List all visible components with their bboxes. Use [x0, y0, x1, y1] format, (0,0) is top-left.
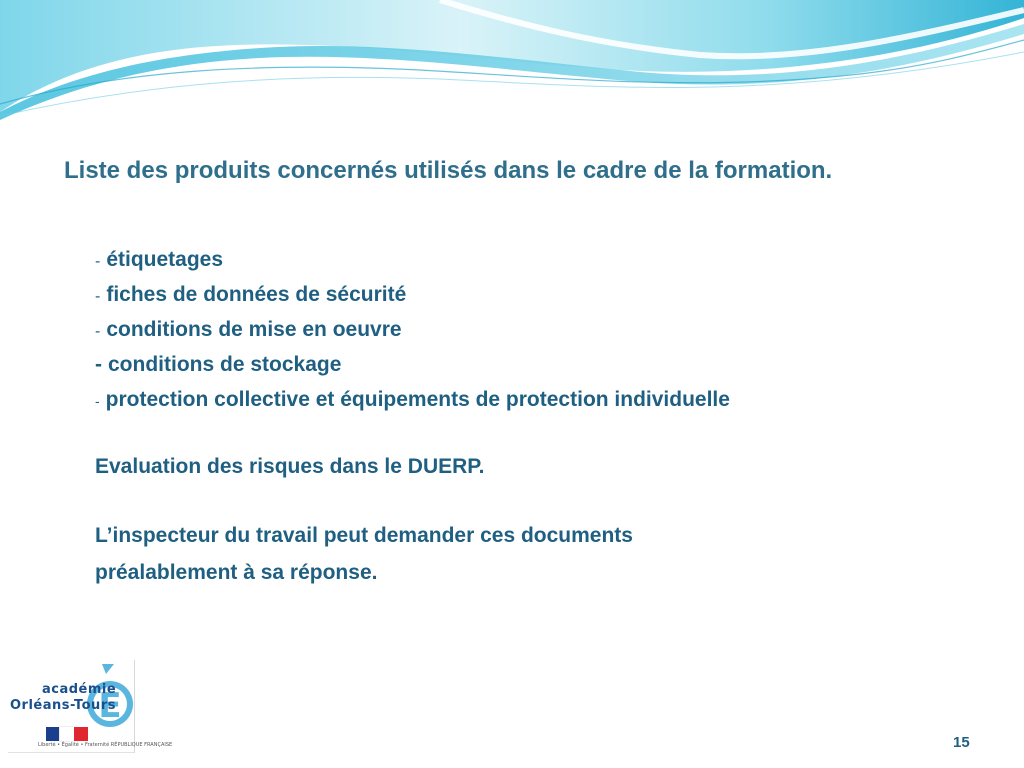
academie-logo — [8, 660, 173, 753]
inspector-text-line1: L’inspecteur du travail peut demander ces documents — [95, 524, 633, 547]
bullet-text: protection collective et équipements de protection individuelle — [105, 388, 730, 411]
slide-title: Liste des produits concernés utilisés dans le cadre de la formation. — [64, 157, 833, 184]
inspector-text-line2: préalablement à sa réponse. — [95, 561, 378, 584]
bullet-text: conditions de mise en oeuvre — [106, 318, 402, 341]
bullet-dash: - — [95, 253, 101, 270]
list-item — [95, 349, 730, 384]
bullet-dash: - — [95, 353, 102, 376]
logo-caption: Liberté • Égalité • Fraternité RÉPUBLIQUE FRANÇAISE — [38, 742, 173, 748]
french-flag-icon — [46, 727, 88, 741]
page-number: 15 — [953, 734, 970, 751]
bullet-text: fiches de données de sécurité — [106, 283, 407, 306]
decorative-wave-header — [0, 0, 1024, 130]
logo-line1: académie — [42, 682, 117, 697]
bullet-dash: - — [95, 393, 100, 409]
svg-text:E: E — [98, 686, 122, 726]
bullet-list — [95, 244, 730, 419]
evaluation-text: Evaluation des risques dans le DUERP. — [95, 455, 485, 478]
logo-line2: Orléans-Tours — [10, 698, 116, 713]
list-item — [95, 244, 730, 279]
bullet-text: conditions de stockage — [108, 353, 342, 376]
list-item — [95, 384, 730, 419]
list-item — [95, 279, 730, 314]
bullet-text: étiquetages — [106, 248, 224, 271]
bullet-dash: - — [95, 323, 101, 340]
list-item — [95, 314, 730, 349]
bullet-dash: - — [95, 288, 101, 305]
